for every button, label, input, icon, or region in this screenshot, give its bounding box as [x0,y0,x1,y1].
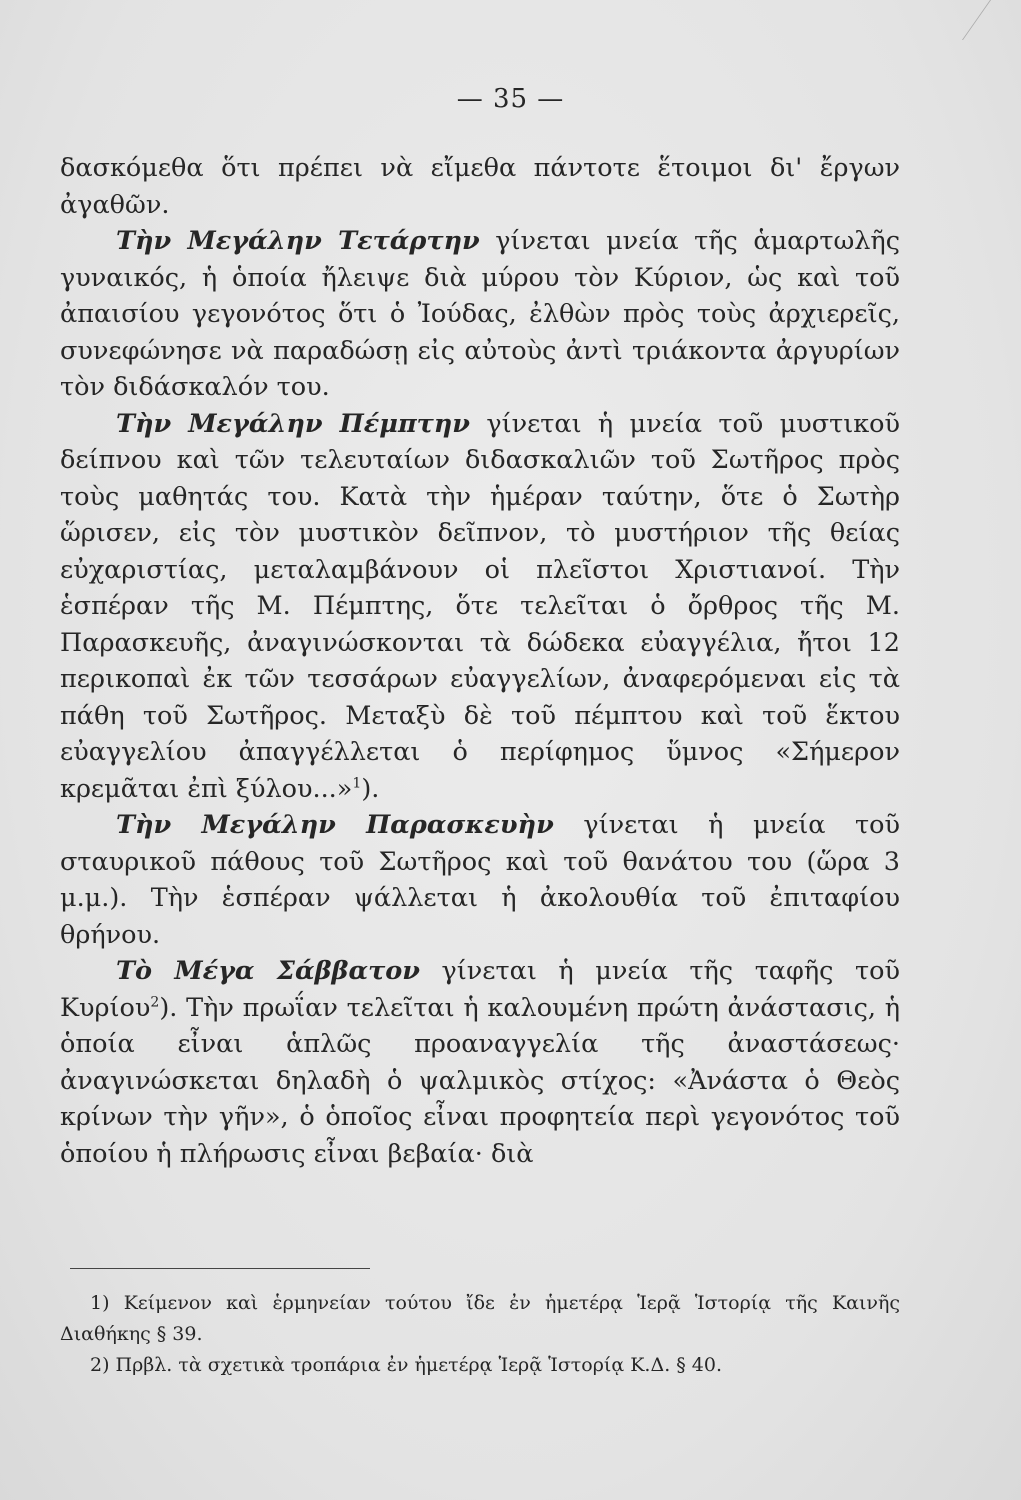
paragraph-text: δασκόμεθα ὅτι πρέπει νὰ εἴμεθα πάντοτε ἕτοιμοι δι' ἔργων ἀγαθῶν. [60,153,900,220]
paragraph-text: γίνεται ἡ μνεία τῆς ταφῆς τοῦ Κυρίου [60,956,900,1023]
footnote-ref: 2 [150,994,160,1010]
page-number: — 35 — [456,84,565,114]
day-heading: Τὴν Μεγάλην Πέμπτην [116,408,471,439]
paragraph [60,953,900,1172]
footnote-ref: 1 [352,775,362,791]
paragraph [60,406,900,808]
footnote-divider [70,1268,370,1269]
paragraph [60,807,900,953]
paragraph-text: γίνεται ἡ μνεία τοῦ μυστικοῦ δείπνου καὶ τῶν τελευταίων διδασκαλιῶν τοῦ Σωτῆρος πρὸς τοὺς μαθητάς του. Κατὰ τὴν ἡμέραν ταύτην, ὅτε ὁ Σωτὴρ ὥρισεν, εἰς τὸν μυστικὸν δεῖπνον, τὸ μυστήριον τῆς θείας εὐχαριστίας, μεταλαμβάνουν οἱ πλεῖστοι Χριστιανοί. Τὴν ἑσπέραν τῆς Μ. Πέμπτης, ὅτε τελεῖται ὁ ὄρθρος τῆς Μ. Παρασκευῆς, ἀναγινώσκονται τὰ δώδεκα εὐαγγέλια, ἤτοι 12 περικοπαὶ ἐκ τῶν τεσσάρων εὐαγγελίων, ἀναφερόμεναι εἰς τὰ πάθη τοῦ Σωτῆρος. Μεταξὺ δὲ τοῦ πέμπτου καὶ τοῦ ἕκτου εὐαγγελίου ἀπαγγέλλεται ὁ περίφημος ὕμνος «Σήμερον κρεμᾶται ἐπὶ ξύλου...» [60,408,901,804]
body-text [60,150,900,1172]
footnotes [60,1288,900,1381]
paragraph-text: ). Τὴν πρωΐαν τελεῖται ἡ καλουμένη πρώτη ἀνάστασις, ἡ ὁποία εἶναι ἁπλῶς προαναγγελία τῆς ἀναστάσεως· ἀναγινώσκεται δηλαδὴ ὁ ψαλμικὸς στίχος: «Ἀνάστα ὁ Θεὸς κρίνων τὴν γῆν», ὁ ὁποῖος εἶναι προφητεία περὶ γεγονότος τοῦ ὁποίου ἡ πλήρωσις εἶναι βεβαία· διὰ [60,992,900,1169]
paragraph [60,223,900,406]
footnote-1: 1) Κείμενον καὶ ἑρμηνείαν τούτου ἴδε ἐν ἡμετέρᾳ Ἱερᾷ Ἱστορίᾳ τῆς Καινῆς Διαθήκης § 39. [60,1292,900,1345]
footnote-2: 2) Πρβλ. τὰ σχετικὰ τροπάρια ἐν ἡμετέρᾳ Ἱερᾷ Ἱστορίᾳ Κ.Δ. § 40. [90,1354,723,1376]
paragraph [60,150,900,223]
day-heading: Τὴν Μεγάλην Παρασκευὴν [116,810,554,840]
day-heading: Τὴν Μεγάλην Τετάρτην [116,226,480,256]
day-heading: Τὸ Μέγα Σάββατον [116,956,420,986]
paragraph-text: γίνεται ἡ μνεία τοῦ σταυρικοῦ πάθους τοῦ Σωτῆρος καὶ τοῦ θανάτου του (ὥρα 3 μ.μ.). Τὴν ἑσπέραν ψάλλεται ἡ ἀκολουθία τοῦ ἐπιταφίου θρήνου. [60,810,900,950]
paragraph-text: γίνεται μνεία τῆς ἁμαρτωλῆς γυναικός, ἡ ὁποία ἤλειψε διὰ μύρου τὸν Κύριον, ὡς καὶ τοῦ ἀπαισίου γεγονότος ὅτι ὁ Ἰούδας, ἐλθὼν πρὸς τοὺς ἀρχιερεῖς, συνεφώνησε νὰ παραδώσῃ εἰς αὐτοὺς ἀντὶ τριάκοντα ἀργυρίων τὸν διδάσκαλόν του. [60,226,900,402]
paragraph-text: ). [361,773,380,804]
page-corner-mark [962,0,1021,40]
